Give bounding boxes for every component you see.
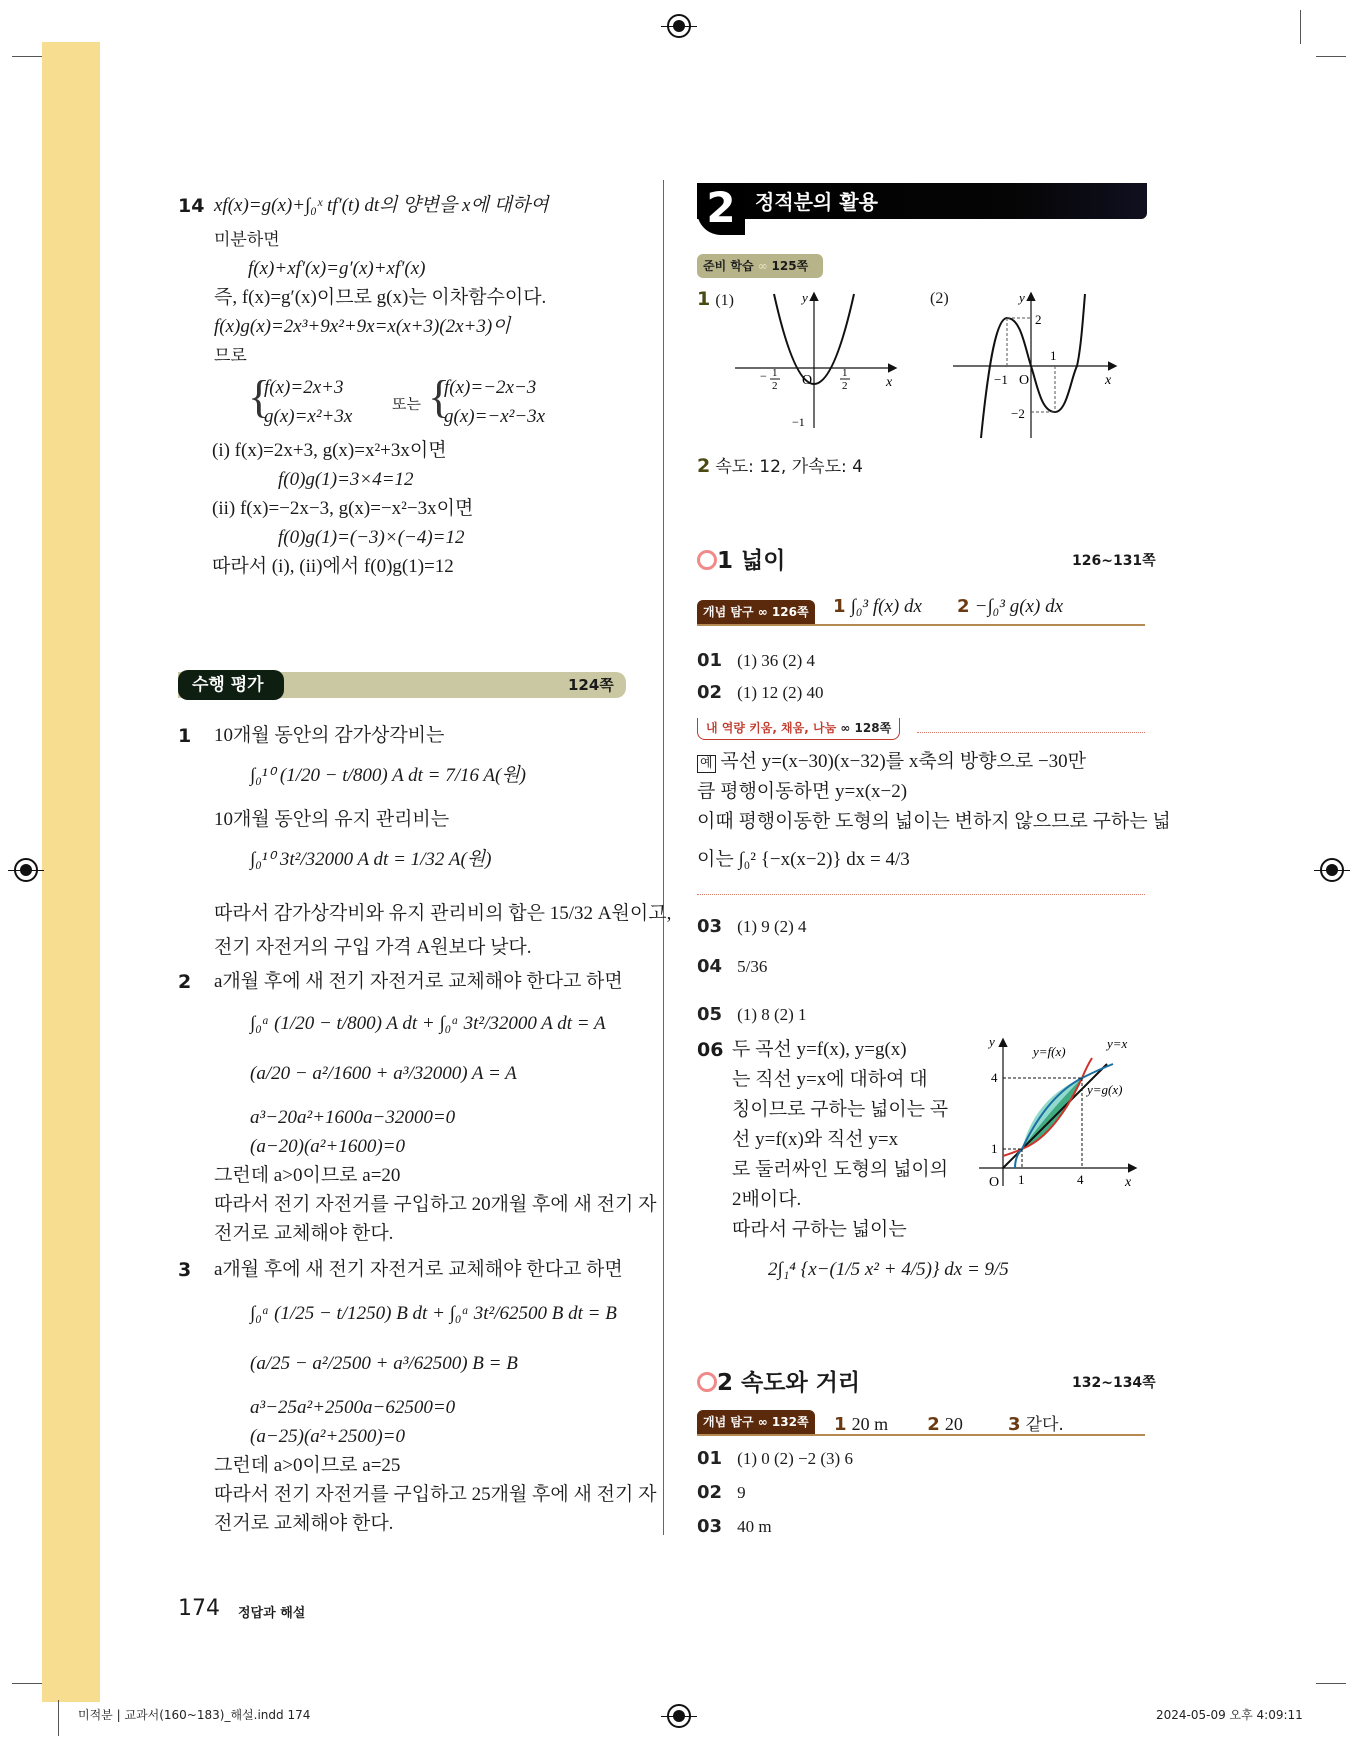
svg-text:4: 4 (1077, 1172, 1084, 1186)
section-1-header: 1 넓이 (697, 542, 785, 575)
registration-mark-icon (667, 14, 691, 38)
svg-text:x: x (886, 375, 893, 390)
problem-number: 14 (178, 195, 205, 217)
brace-icon: { (248, 371, 271, 422)
svg-text:1: 1 (1050, 348, 1057, 363)
crop-mark (1316, 1683, 1346, 1684)
svg-text:y: y (989, 1036, 995, 1049)
p14-line-5: f(x)g(x)=2x³+9x²+9x=x(x+3)(2x+3)이 (214, 316, 511, 337)
eval-2-formula-2: (a/20 − a²/1600 + a³/32000) A = A (250, 1063, 517, 1084)
eval-2-formula-1: ∫₀ᵃ (1/20 − t/800) A dt + ∫₀ᵃ 3t²/32000 A dt = A (250, 1013, 606, 1034)
footer-label: 정답과 해설 (238, 1606, 306, 1621)
svg-text:y=g(x): y=g(x) (1087, 1082, 1123, 1097)
eval-1-formula-2: ∫₀¹⁰ 3t²/32000 A dt = 1/32 A(원) (250, 849, 492, 870)
concept-tag: 개념 탐구 ∞ 126쪽 (697, 600, 815, 624)
svg-text:1: 1 (842, 367, 848, 379)
svg-text:2: 2 (772, 380, 778, 392)
crop-mark (1316, 56, 1346, 57)
chapter-number: 2 (697, 183, 745, 235)
p14-case-i: (i) f(x)=2x+3, g(x)=x²+3x이면 (212, 440, 447, 461)
eval-item-number: 3 (178, 1259, 192, 1281)
svg-text:y: y (1019, 290, 1025, 305)
section-tag: 수행 평가 (178, 670, 284, 700)
eval-1-formula-1: ∫₀¹⁰ (1/20 − t/800) A dt = 7/16 A(원) (250, 765, 527, 786)
concept-underline (697, 624, 1145, 626)
print-slug-timestamp: 2024-05-09 오후 4:09:11 (1156, 1708, 1303, 1722)
svg-text:−1: −1 (792, 415, 805, 429)
symmetric-curves-graph (975, 1036, 1150, 1186)
competence-tag: 내 역량 키움, 채움, 나눔 ∞ 128쪽 (697, 718, 900, 740)
crop-mark (12, 56, 42, 57)
registration-mark-icon (667, 1704, 691, 1728)
concept-answers: 1 ∫₀³ f(x) dx 2 −∫₀³ g(x) dx (833, 596, 1064, 617)
svg-text:2: 2 (1035, 312, 1042, 327)
svg-text:1: 1 (991, 1141, 998, 1156)
eval-item-number: 2 (178, 971, 192, 993)
crop-mark (58, 1700, 59, 1736)
p14-line-2: 미분하면 (214, 230, 280, 250)
p14-conclusion: 따라서 (i), (ii)에서 f(0)g(1)=12 (212, 556, 454, 577)
prep-question-1: 1 (1) (697, 288, 734, 310)
prep-study-tag: 준비 학습 ∞ 125쪽 (697, 254, 823, 278)
prep-question-2: 2 속도: 12, 가속도: 4 (697, 455, 863, 477)
svg-text:−: − (760, 369, 767, 383)
q06-formula: 2∫₁⁴ {x−(1/5 x² + 4/5)} dx = 9/5 (768, 1259, 1009, 1280)
answer-row: 01 (1) 0 (2) −2 (3) 6 (697, 1448, 853, 1469)
chapter-title: 정적분의 활용 (755, 190, 878, 214)
registration-mark-icon (14, 858, 38, 882)
svg-text:O: O (989, 1175, 1000, 1186)
competence-box: 내 역량 키움, 채움, 나눔 ∞ 128쪽 예 곡선 y=(x−30)(x−32)를 x축의 방향으로 −30만 큼 평행이동하면 y=x(x−2) 이때 평행이동한 도형의 넓이는 변하지 않으므로 구하는 넓 이는 ∫₀² {−x(x−2)} dx = 4/3 (697, 718, 1145, 900)
eval-3-formula-1: ∫₀ᵃ (1/25 − t/1250) B dt + ∫₀ᵃ 3t²/62500 B dt = B (250, 1303, 617, 1324)
p14-case-ii-result: f(0)g(1)=(−3)×(−4)=12 (278, 527, 465, 548)
page-number: 174 (178, 1596, 220, 1621)
svg-text:2: 2 (842, 380, 848, 392)
crop-mark (12, 1683, 42, 1684)
answer-row: 05 (1) 8 (2) 1 (697, 1004, 807, 1025)
section-circle-icon (697, 550, 717, 570)
prep-question-1-sub2: (2) (930, 290, 949, 307)
section-circle-icon (697, 1372, 717, 1392)
concept-answers: 1 20 m 2 20 3 같다. (834, 1414, 1064, 1435)
section-2-pages: 132~134쪽 (1072, 1375, 1156, 1391)
concept-tag: 개념 탐구 ∞ 132쪽 (697, 1410, 815, 1434)
p14-case-ii: (ii) f(x)=−2x−3, g(x)=−x²−3x이면 (212, 498, 474, 519)
answer-row: 04 5/36 (697, 956, 768, 977)
cubic-graph (945, 288, 1135, 443)
brace-icon: { (428, 371, 451, 422)
link-icon: ∞ (757, 1415, 768, 1429)
p14-line-1: xf(x)=g(x)+∫₀ˣ tf′(t) dt의 양변을 x에 대하여 (214, 195, 549, 216)
svg-text:y=x: y=x (1107, 1036, 1128, 1051)
svg-text:4: 4 (991, 1070, 998, 1085)
svg-text:−1: −1 (994, 372, 1008, 387)
parabola-graph (730, 288, 910, 438)
svg-text:x: x (1125, 1175, 1132, 1186)
registration-mark-icon (1320, 858, 1344, 882)
answer-row: 03 40 m (697, 1516, 772, 1537)
column-divider (663, 180, 664, 1535)
section-1-pages: 126~131쪽 (1072, 553, 1156, 569)
crop-mark (1300, 10, 1301, 44)
dotted-border (917, 732, 1145, 733)
p14-line-6: 므로 (214, 346, 247, 366)
dotted-border (697, 894, 1145, 895)
margin-color-band (42, 42, 100, 1702)
svg-text:1: 1 (772, 367, 778, 379)
print-slug-file: 미적분 | 교과서(160~183)_해설.indd 174 (78, 1708, 311, 1722)
p14-case-i-result: f(0)g(1)=3×4=12 (278, 469, 414, 490)
svg-text:1: 1 (1018, 1172, 1025, 1186)
answer-row: 02 9 (697, 1482, 746, 1503)
svg-text:y=f(x): y=f(x) (1033, 1044, 1066, 1059)
svg-text:y: y (802, 290, 808, 305)
svg-text:O: O (1019, 373, 1030, 388)
p14-line-3: f(x)+xf′(x)=g′(x)+xf′(x) (248, 258, 426, 279)
answer-row: 02 (1) 12 (2) 40 (697, 682, 824, 703)
eval-item-number: 1 (178, 725, 192, 747)
link-icon: ∞ (757, 605, 768, 619)
link-icon: ∞ (840, 721, 855, 735)
answer-row: 03 (1) 9 (2) 4 (697, 916, 807, 937)
section-2-header: 2 속도와 거리 (697, 1364, 860, 1397)
answer-row: 01 (1) 36 (2) 4 (697, 650, 816, 671)
section-page-ref: 124쪽 (568, 676, 614, 694)
example-mark: 예 (697, 755, 716, 773)
svg-text:O: O (802, 373, 813, 388)
svg-text:x: x (1105, 373, 1112, 388)
p14-line-4: 즉, f(x)=g′(x)이므로 g(x)는 이차함수이다. (214, 287, 547, 308)
link-icon: ∞ (757, 259, 772, 273)
eval-3-formula-2: (a/25 − a²/2500 + a³/62500) B = B (250, 1353, 518, 1374)
svg-text:−2: −2 (1011, 406, 1025, 421)
